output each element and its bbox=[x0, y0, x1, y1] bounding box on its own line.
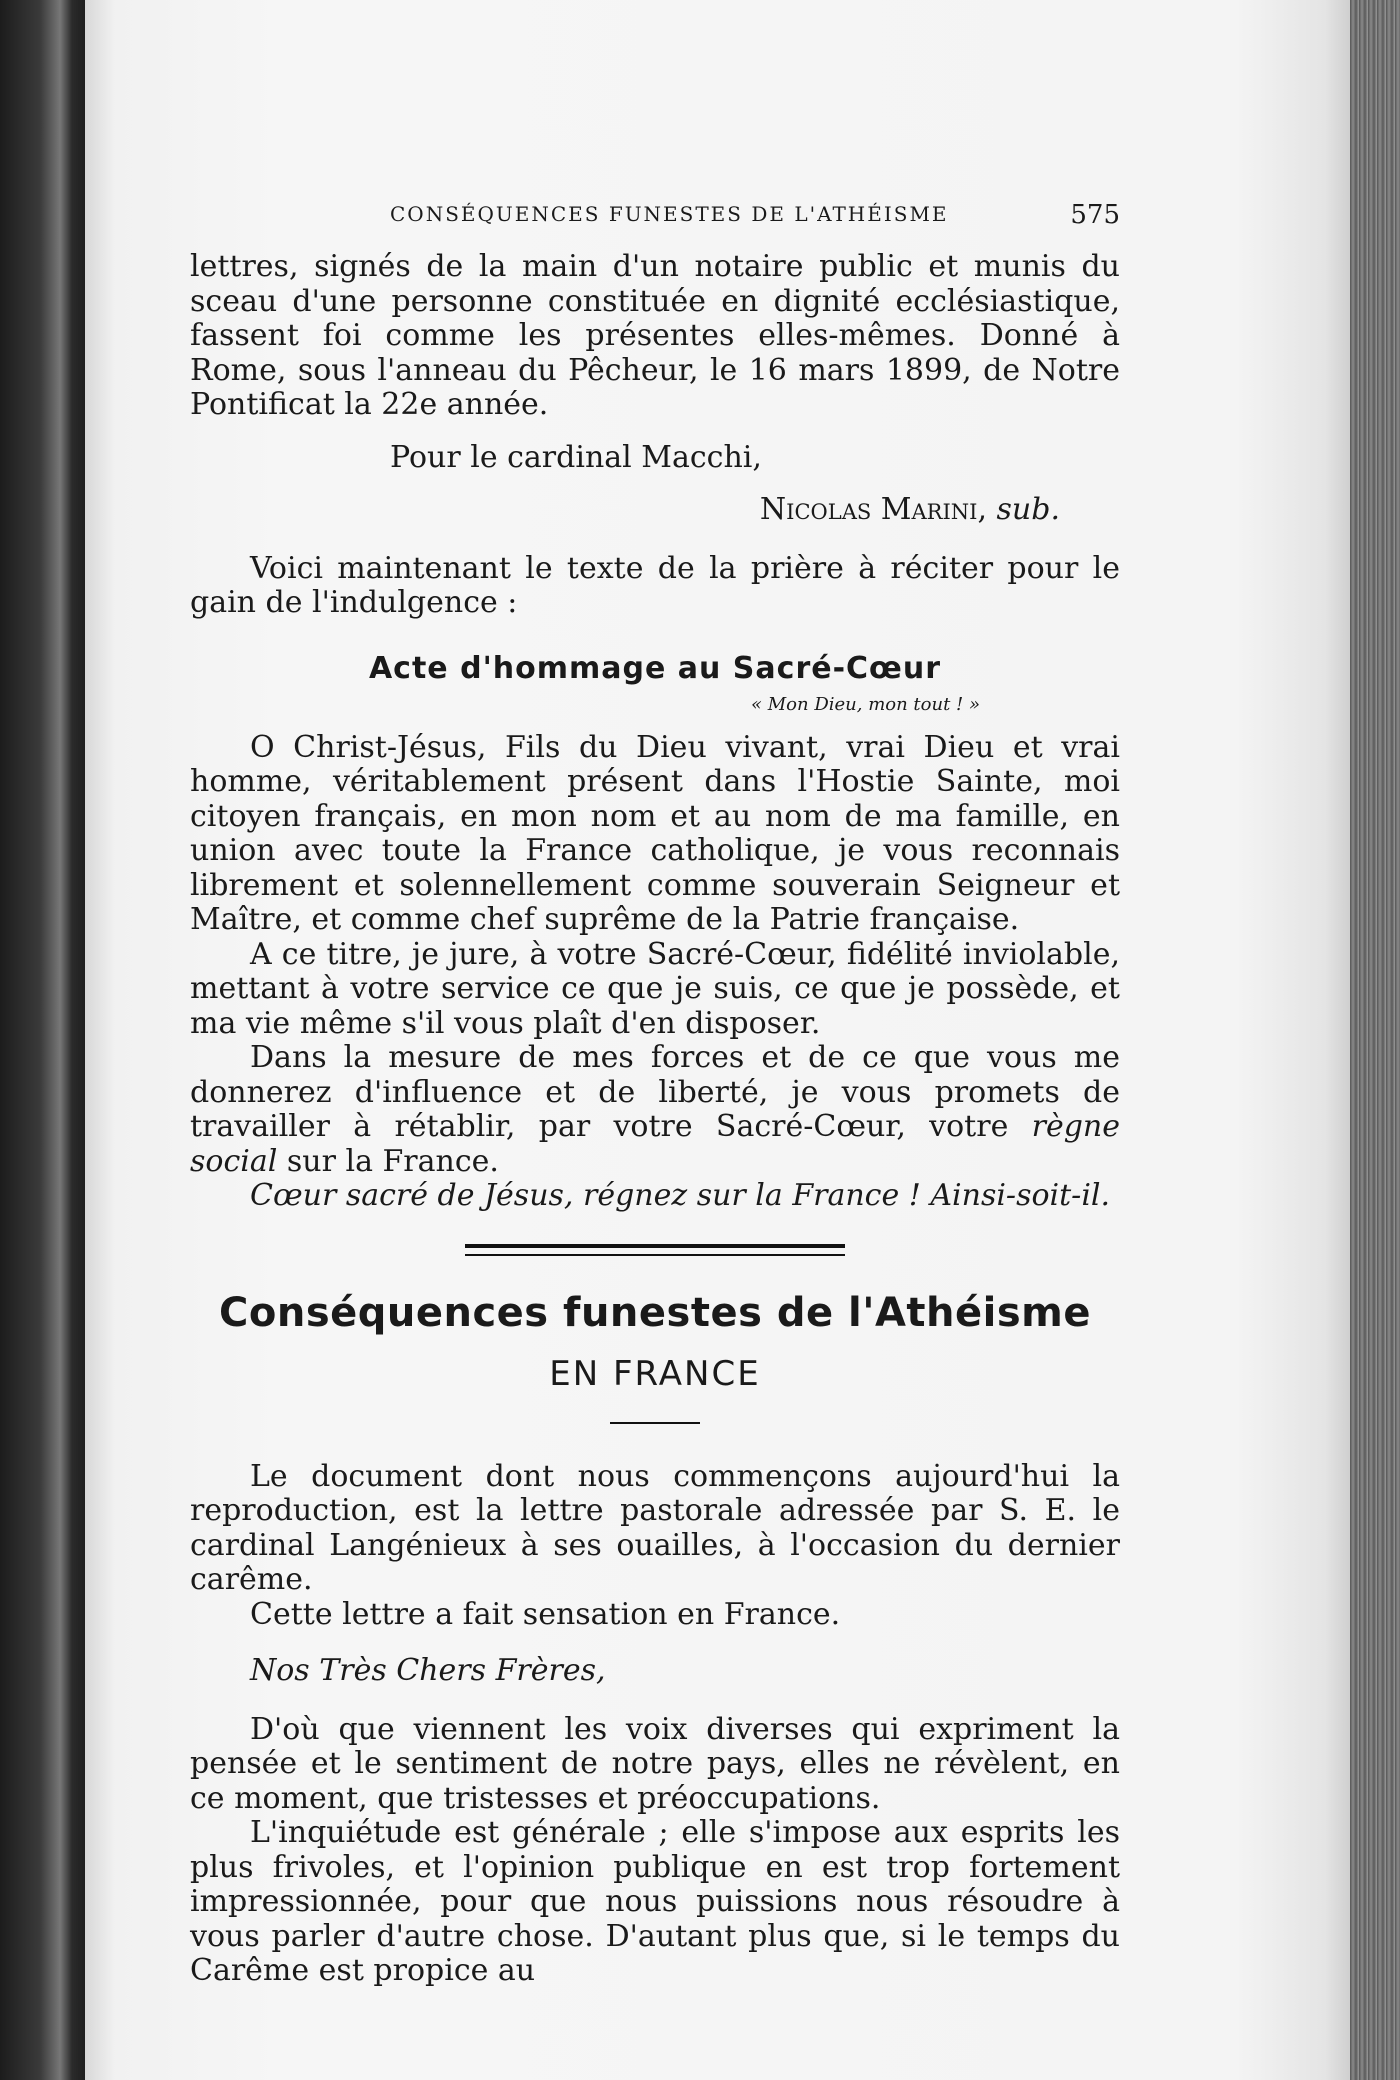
section-subtitle: EN FRANCE bbox=[549, 1353, 761, 1394]
prayer-p3-start: Dans la mesure de mes forces et de ce que vous me donnerez d'influence et de liberté, je vous promets de travailler à rétablir, par votre Sacré-Cœur, votre bbox=[190, 1040, 1120, 1144]
letter-paragraph-1: D'où que viennent les voix diverses qui expriment la pensée et le sentiment de notre pays, elles ne révèlent, en ce moment, que tristesses et préoccupations. bbox=[190, 1711, 1120, 1816]
letter-salutation: Nos Très Chers Frères, bbox=[250, 1653, 606, 1688]
prayer-closing: Cœur sacré de Jésus, régnez sur la France ! Ainsi-soit-il. bbox=[250, 1178, 1111, 1213]
short-rule-divider bbox=[610, 1422, 700, 1424]
prayer-title: Acte d'hommage au Sacré-Cœur bbox=[368, 650, 942, 686]
signature-role: sub. bbox=[996, 492, 1060, 527]
opening-paragraph: lettres, signés de la main d'un notaire public et munis du sceau d'une personne constituée en dignité ecclésiastique, fassent foi comme les présentes elles-mêmes. Donné à Rome, sous l'anneau du Pêcheur, le 16 mars 1899, de Notre Pontificat la 22e année. bbox=[190, 249, 1120, 422]
prayer-paragraph-3 bbox=[190, 1041, 1120, 1179]
document-intro-paragraph: Le document dont nous commençons aujourd'hui la reproduction, est la lettre pastorale adressée par S. E. le cardinal Langénieux à ses ouailles, à l'occasion du dernier carême. bbox=[190, 1458, 1120, 1597]
prayer-paragraph-2: A ce titre, je jure, à votre Sacré-Cœur, fidélité inviolable, mettant à votre service ce que je suis, ce que je possède, et ma vie même s'il vous plaît d'en disposer. bbox=[190, 936, 1120, 1041]
prayer-epigraph: « Mon Dieu, mon tout ! » bbox=[751, 693, 980, 715]
page-content bbox=[190, 200, 1120, 1989]
signature-intro: Pour le cardinal Macchi, bbox=[390, 439, 762, 475]
prayer-p3-end: sur la France. bbox=[277, 1143, 499, 1179]
document-intro-note: Cette lettre a fait sensation en France. bbox=[250, 1596, 841, 1632]
page-stack-edge bbox=[1350, 0, 1400, 2080]
letter-paragraph-2: L'inquiétude est générale ; elle s'impose aux esprits les plus frivoles, et l'opinion publique en est trop fortement impressionnée, pour que nous puissions nous résoudre à vous parler d'autre chose. D'autant plus que, si le temps du Carême est propice au bbox=[190, 1815, 1120, 1988]
signature-name: Nicolas Marini, bbox=[759, 492, 987, 527]
running-title: CONSÉQUENCES FUNESTES DE L'ATHÉISME bbox=[390, 202, 949, 226]
double-rule-divider bbox=[465, 1244, 845, 1256]
section-title: Conséquences funestes de l'Athéisme bbox=[219, 1289, 1091, 1336]
prayer-p3-emphasis: règne social bbox=[190, 1109, 1120, 1179]
signature bbox=[190, 493, 1120, 528]
book-binding-left bbox=[0, 0, 85, 2080]
running-head bbox=[190, 200, 1120, 250]
prayer-intro: Voici maintenant le texte de la prière à réciter pour le gain de l'indulgence : bbox=[190, 550, 1120, 620]
prayer-paragraph-1: O Christ-Jésus, Fils du Dieu vivant, vrai Dieu et vrai homme, véritablement présent dans l'Hostie Sainte, moi citoyen français, en mon nom et au nom de ma famille, en union avec toute la France catholique, je vous reconnais librement et solennellement comme souverain Seigneur et Maître, et comme chef suprême de la Patrie française. bbox=[190, 729, 1120, 937]
page-number: 575 bbox=[1070, 200, 1120, 230]
